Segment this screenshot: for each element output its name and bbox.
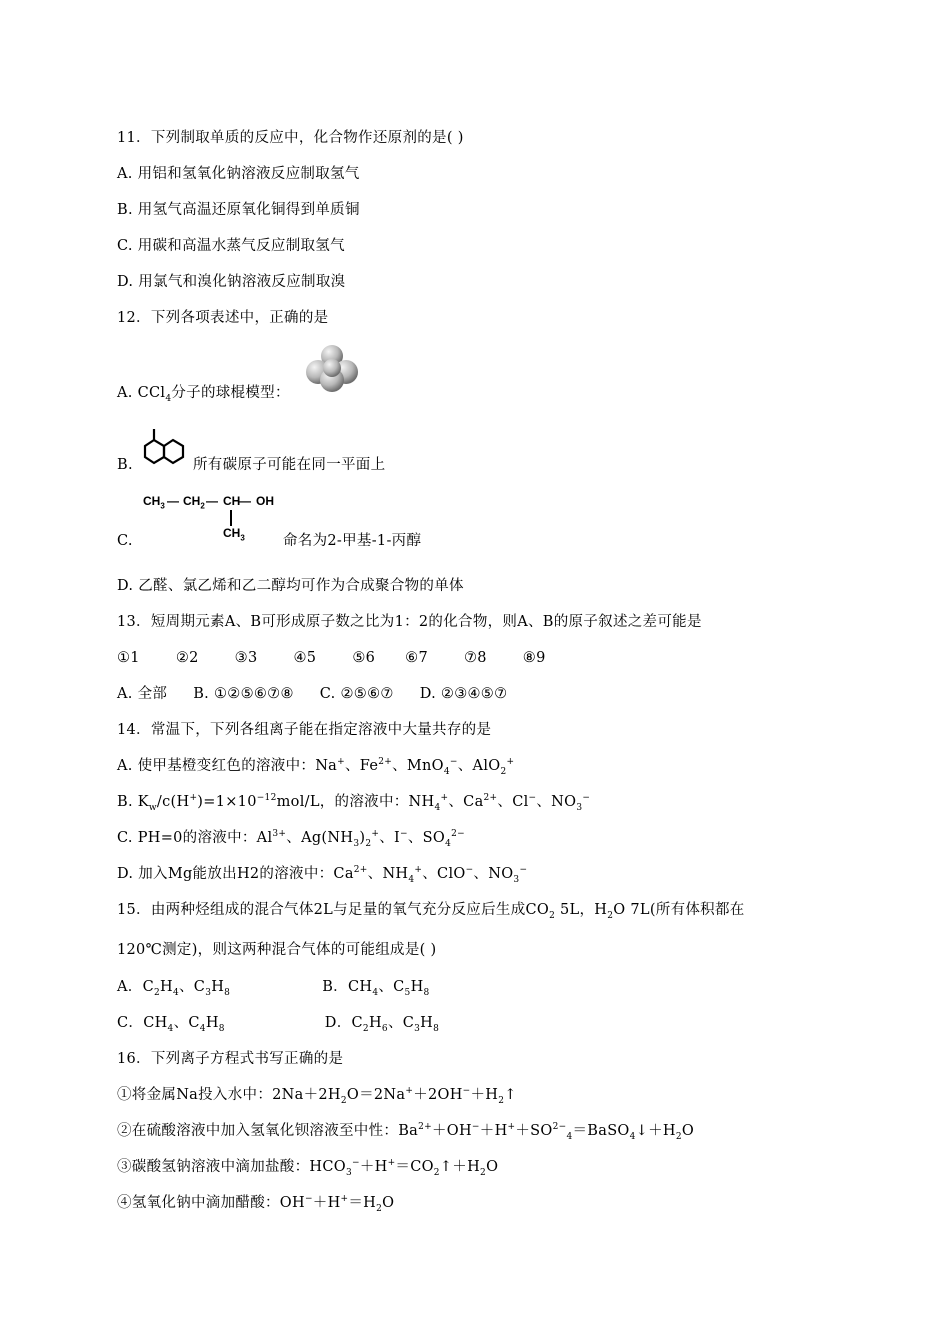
q15-options-row2 — [117, 1013, 439, 1033]
q13-choice-5: ⑤6 — [352, 650, 376, 666]
q15-option-b: B．$CH_4$、$C_5H_8$ — [322, 979, 430, 998]
struct-dash-2: — — [206, 494, 218, 508]
q15-stem-line2: 120℃测定)，则这两种混合气体的可能组成是( ) — [117, 942, 437, 958]
q15-options-row1 — [117, 977, 430, 997]
q13-choice-1: ①1 — [117, 650, 140, 666]
methyl-decalin-structure-image — [140, 426, 194, 471]
q14-option-c: C. PH=0的溶液中：$Al^{3+}$、$Ag(NH_3)_2^+$、I−、$SO_4^{2-}$ — [117, 829, 465, 849]
q12-stem: 12．下列各项表述中，正确的是 — [117, 310, 329, 326]
q12-a-text: A. CCl — [117, 385, 166, 401]
struct-ch2: $CH_2$ — [183, 494, 205, 511]
q13-choice-6: ⑥7 — [405, 650, 428, 666]
q13-choice-7: ⑦8 — [463, 650, 487, 666]
struct-ch: CH — [223, 494, 241, 508]
struct-dash-1: — — [167, 494, 179, 508]
q14-option-b: B. $K_w/c(H^+)=1\times 10^{-12}mol/L$，的溶液中：$NH_4^+$、$Ca^{2+}$、Cl−、$NO_3^-$ — [117, 793, 591, 813]
q11-option-c: C. 用碳和高温水蒸气反应制取氢气 — [117, 238, 345, 254]
q11-stem: 11．下列制取单质的反应中，化合物作还原剂的是( ) — [117, 130, 464, 146]
2-methyl-1-propanol-structure — [143, 493, 283, 543]
q12-a-rest: 分子的球棍模型： — [171, 385, 290, 401]
q12-c-label: C. — [117, 533, 133, 549]
q14-option-d: D. 加入Mg能放出H2的溶液中：$Ca^{2+}$、$NH_4^+$、ClO−、$NO_3^-$ — [117, 865, 528, 885]
q11-option-b: B. 用氢气高温还原氧化铜得到单质铜 — [117, 202, 360, 218]
q14-option-a: A. 使甲基橙变红色的溶液中：Na+、$Fe^{2+}$、MnO$_4$−、AlO$_2$+ — [117, 757, 515, 777]
q13-answers — [117, 684, 507, 704]
q13-choice-8: ⑧9 — [522, 650, 546, 666]
q16-item-3: ③碳酸氢钠溶液中滴加盐酸：$HCO_3^-+H^+=CO_2↑+H_2O$ — [117, 1158, 499, 1178]
q12-b-label: B. — [117, 457, 133, 473]
q13-stem: 13．短周期元素A、B可形成原子数之比为1：2的化合物，则A、B的原子叙述之差可能是 — [117, 614, 702, 630]
q13-option-a: A. 全部 — [117, 686, 168, 702]
q13-choice-4: ④5 — [293, 650, 317, 666]
q13-option-c: C. ②⑤⑥⑦ — [319, 686, 394, 702]
q11-option-a: A. 用铝和氢氧化钠溶液反应制取氢气 — [117, 166, 360, 182]
ccl4-ball-model-image — [305, 344, 359, 394]
q11-option-d: D. 用氯气和溴化钠溶液反应制取溴 — [117, 274, 346, 290]
q12-b-text: 所有碳原子可能在同一平面上 — [193, 457, 386, 473]
struct-oh: OH — [256, 494, 274, 508]
q13-choices — [117, 648, 546, 668]
struct-ch3-branch: $CH_3$ — [223, 526, 245, 543]
q15-option-c: C．$CH_4$、$C_4H_8$ — [117, 1015, 225, 1034]
q16-item-2: ②在硫酸溶液中加入氢氧化钡溶液至中性：$Ba^{2+}+OH^-+H^++SO^{2-}_4=BaSO_4↓+H_2O$ — [117, 1122, 695, 1142]
q16-item-1: ①将金属Na投入水中：$2Na+2H_2O=2Na^++2OH^-+H_2↑$ — [117, 1086, 517, 1106]
q13-option-d: D. ②③④⑤⑦ — [419, 686, 508, 702]
q12-option-d: D. 乙醛、氯乙烯和乙二醇均可作为合成聚合物的单体 — [117, 578, 464, 594]
struct-ch3: $CH_3$ — [143, 494, 165, 511]
q12-option-a — [117, 383, 290, 403]
q16-stem: 16．下列离子方程式书写正确的是 — [117, 1051, 344, 1067]
q15-stem-line1: 15．由两种烃组成的混合气体2L与足量的氧气充分反应后生成$CO_2$ 5L，$H_2O$ 7L(所有体积都在 — [117, 902, 745, 921]
q13-option-b: B. ①②⑤⑥⑦⑧ — [193, 686, 294, 702]
q15-option-a: A．$C_2H_4$、$C_3H_8$ — [117, 979, 231, 998]
q12-a-sub: 4 — [165, 393, 172, 404]
q15-option-d: D．$C_2H_6$、$C_3H_8$ — [324, 1015, 440, 1034]
q12-option-b — [117, 455, 133, 475]
struct-bond-vertical — [230, 510, 232, 526]
struct-dash-3: — — [239, 494, 251, 508]
q12-c-text: 命名为2-甲基-1-丙醇 — [283, 533, 422, 549]
q13-choice-2: ②2 — [175, 650, 199, 666]
q14-stem: 14．常温下，下列各组离子能在指定溶液中大量共存的是 — [117, 722, 492, 738]
q16-item-4: ④氢氧化钠中滴加醋酸：$OH^-+H^+=H_2O$ — [117, 1194, 395, 1214]
q13-choice-3: ③3 — [234, 650, 258, 666]
